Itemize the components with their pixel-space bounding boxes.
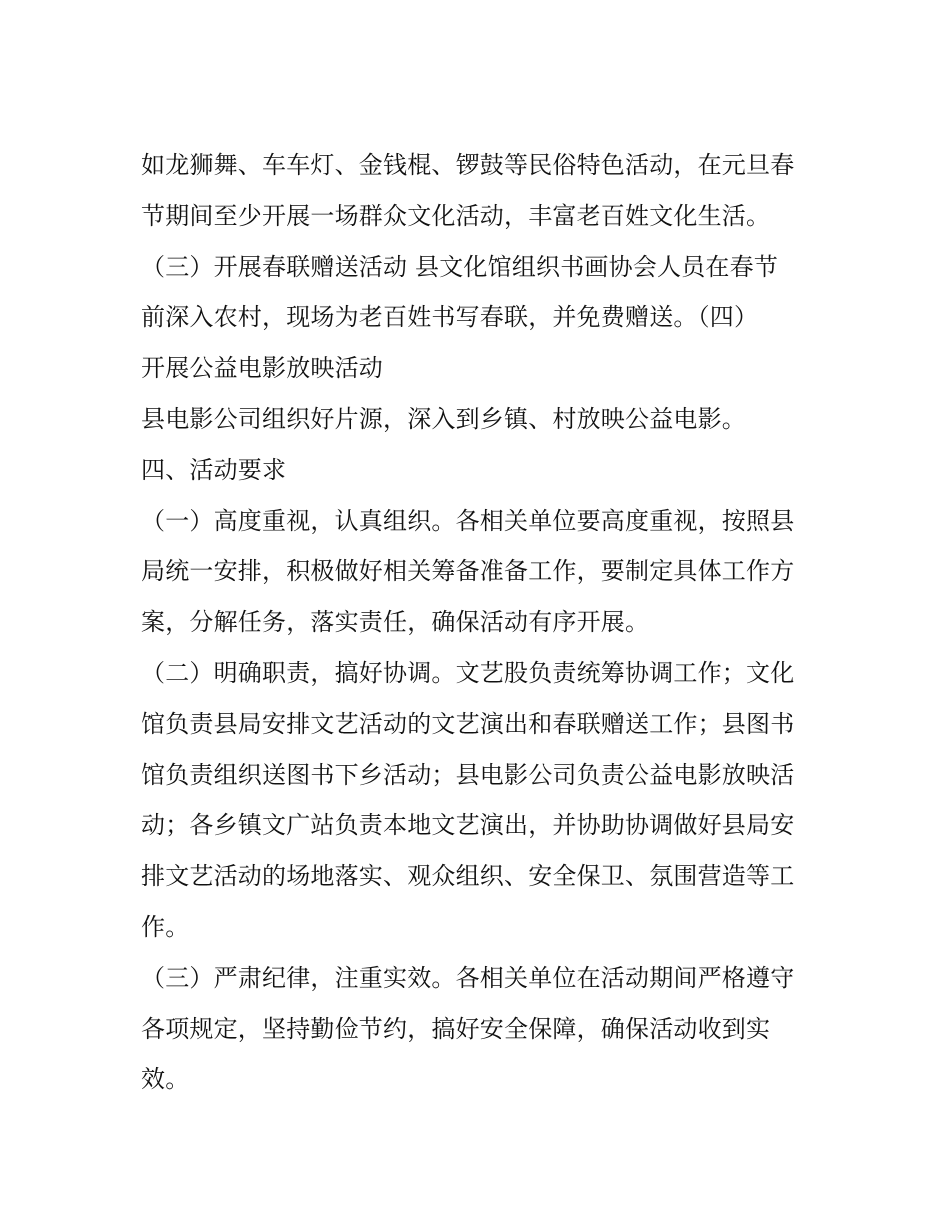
section-heading: 四、活动要求 — [141, 455, 287, 484]
text-line: 前深入农村，现场为老百姓书写春联，并免费赠送。（四） — [141, 303, 759, 332]
text-line: 馆负责县局安排文艺活动的文艺演出和春联赠送工作；县图书 — [141, 709, 795, 738]
text-line: 县电影公司组织好片源，深入到乡镇、村放映公益电影。 — [141, 404, 746, 433]
text-line: （三）严肃纪律，注重实效。各相关单位在活动期间严格遵守 — [141, 963, 795, 992]
text-line: 如龙狮舞、车车灯、金钱棍、锣鼓等民俗特色活动，在元旦春 — [141, 151, 795, 179]
text-line: 排文艺活动的场地落实、观众组织、安全保卫、氛围营造等工 — [141, 862, 795, 891]
text-line: （二）明确职责，搞好协调。文艺股负责统筹协调工作；文化 — [141, 658, 795, 687]
text-line: 作。 — [141, 912, 190, 941]
text-line: 局统一安排，积极做好相关筹备准备工作，要制定具体工作方 — [141, 557, 795, 586]
text-line: （三）开展春联赠送活动 县文化馆组织书画协会人员在春节 — [141, 252, 779, 281]
document-body — [141, 140, 821, 1105]
text-line: 馆负责组织送图书下乡活动；县电影公司负责公益电影放映活 — [141, 760, 795, 789]
text-line: 效。 — [141, 1065, 190, 1094]
text-line: 节期间至少开展一场群众文化活动，丰富老百姓文化生活。 — [141, 201, 771, 230]
text-line: 动；各乡镇文广站负责本地文艺演出，并协助协调做好县局安 — [141, 811, 795, 840]
text-line: 开展公益电影放映活动 — [141, 354, 383, 383]
text-line: 案，分解任务，落实责任，确保活动有序开展。 — [141, 608, 650, 637]
text-line: （一）高度重视，认真组织。各相关单位要高度重视，按照县 — [141, 506, 795, 535]
text-line: 各项规定，坚持勤俭节约，搞好安全保障，确保活动收到实 — [141, 1014, 771, 1043]
